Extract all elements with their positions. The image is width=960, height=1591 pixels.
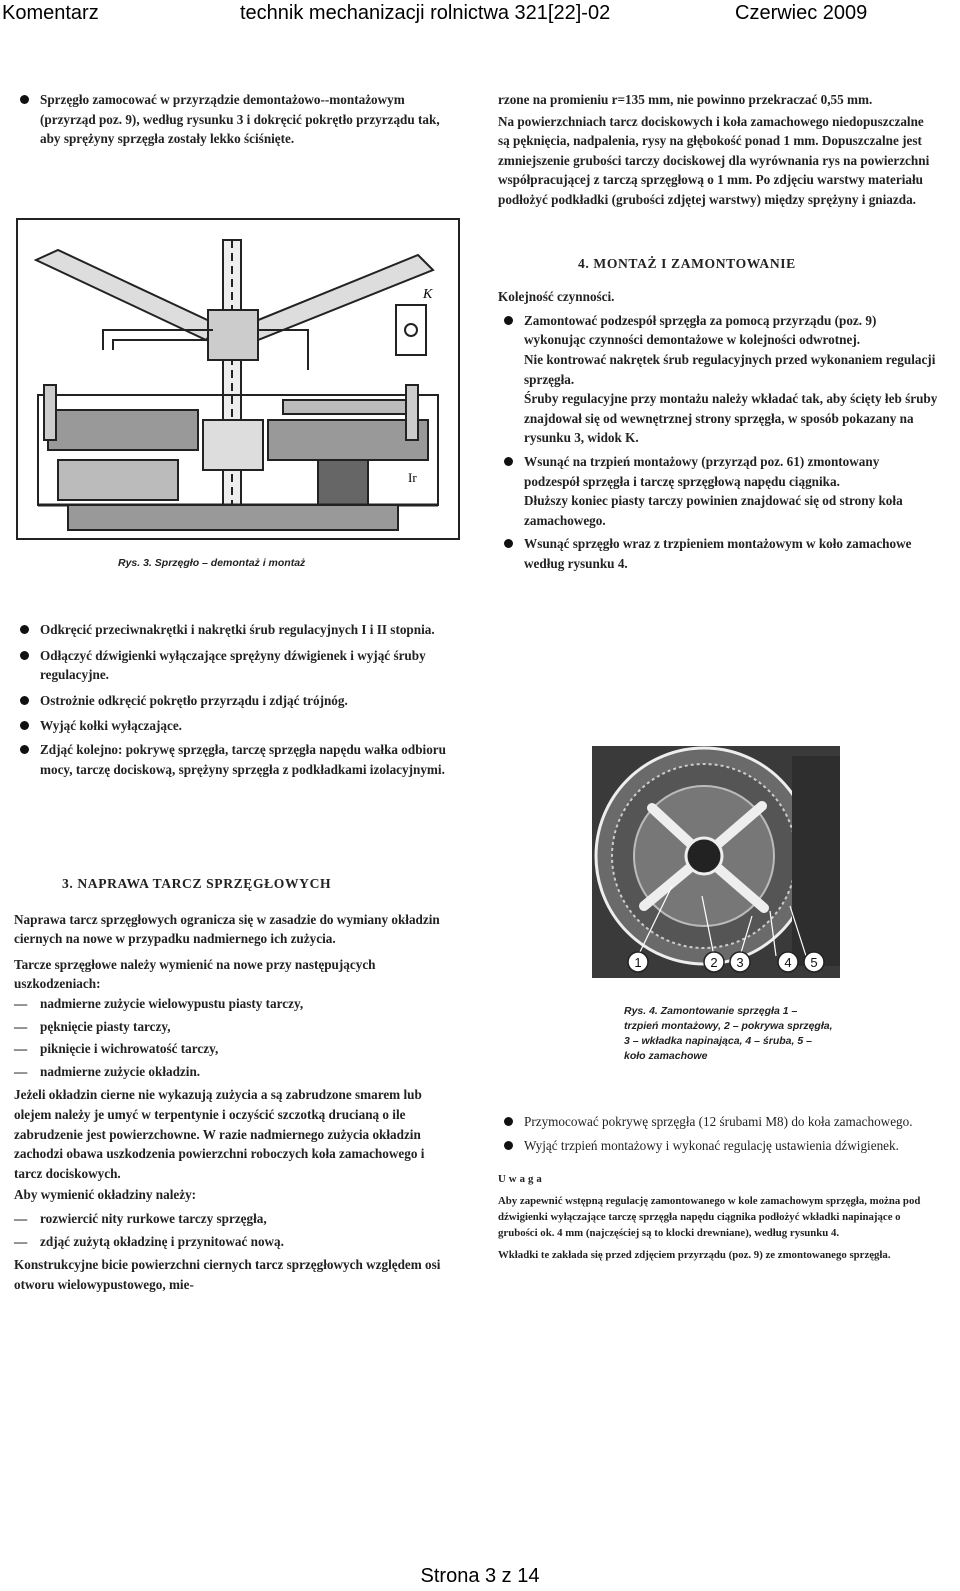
bullet-item: [14, 90, 454, 149]
page-number: Strona 3 z 14: [420, 1565, 540, 1587]
bullet-item: [498, 534, 938, 573]
dash-glyph: —: [14, 1063, 28, 1079]
bullet-dot-icon: [20, 625, 29, 634]
bullet-text: Zamontować podzespół sprzęgła za pomocą przyrządu (poz. 9) wykonując czynności demontażowe w kolejności odwrotnej.: [524, 312, 877, 348]
paragraph: Kolejność czynności.: [498, 289, 615, 305]
right-column-top: [498, 90, 938, 573]
bullet-item: [498, 452, 938, 491]
bullet-dot-icon: [20, 745, 29, 754]
bullet-text: Odłączyć dźwigienki wyłączające sprężyny dźwigienek i wyjąć śruby regulacyjne.: [40, 647, 426, 683]
figure-label-k: K: [423, 287, 433, 302]
note-paragraph: Wkładki te zakłada się przed zdjęciem przyrządu (poz. 9) ze zmontowanego sprzęgła.: [498, 1249, 891, 1262]
bullet-dot-icon: [504, 1141, 513, 1150]
dash-item: [14, 994, 454, 1014]
dash-text: piknięcie i wichrowatość tarczy,: [40, 1041, 219, 1057]
section-3: [14, 874, 454, 1294]
paragraph: Jeżeli okładzin cierne nie wykazują zużycia a są zabrudzone smarem lub olejem należy je umyć w terpentynie i oczyścić szczotką drucianą o ile zabrudzenie jest powierzchowne. W razie nadmiernego zużycia okładzin zachodzi obawa uszkodzenia powierzchni roboczych koła zamachowego i tarcz dociskowych.: [14, 1087, 425, 1181]
figure-4-callout-2: 2: [710, 955, 718, 970]
paragraph: Naprawa tarcz sprzęgłowych ogranicza się w zasadzie do wymiany okładzin ciernych na nowe w przypadku nadmiernego ich zużycia.: [14, 911, 440, 947]
figure-4-callout-3: 3: [736, 955, 744, 970]
bullet-dot-icon: [504, 316, 513, 325]
bullet-dot-icon: [20, 721, 29, 730]
bullet-dot-icon: [504, 539, 513, 548]
dash-glyph: —: [14, 995, 28, 1011]
bullet-dot-icon: [20, 696, 29, 705]
dash-text: pęknięcie piasty tarczy,: [40, 1018, 171, 1034]
dash-item: [14, 1232, 454, 1252]
bullet-dot-icon: [20, 95, 29, 104]
figure-label-ir: Ir: [408, 470, 417, 485]
header-left: Komentarz: [2, 2, 99, 24]
bullet-item: [14, 691, 454, 711]
bullet-dot-icon: [20, 651, 29, 660]
figure-4-callout-4: 4: [784, 955, 792, 970]
paragraph: Tarcze sprzęgłowe należy wymienić na nowe przy następujących uszkodzeniach:: [14, 956, 376, 992]
paragraph: Na powierzchniach tarcz dociskowych i koła zamachowego niedopuszczalne są pęknięcia, nadpalenia, rysy na głębokość ponad 1 mm. Dopuszczalne jest zmniejszenie grubości tarczy dociskowej dla wyrównania rys na powierzchni współpracującej z tarczą sprzęgłową o 1 mm. Po zdjęciu warstwy materiału podłożyć podkładki (grubości zdjętej warstwy) między sprężyny i gniazda.: [498, 113, 930, 207]
dash-text: rozwiercić nity rurkowe tarczy sprzęgła,: [40, 1210, 267, 1226]
page-header: [0, 0, 960, 28]
bullet-item: [14, 646, 454, 685]
clutch-assembly-photo: [592, 746, 840, 978]
figure-4-photo: [592, 746, 840, 978]
bullet-item: [498, 311, 938, 350]
dash-glyph: —: [14, 1018, 28, 1034]
figure-3-drawing: [16, 218, 460, 540]
paragraph: Aby wymienić okładziny należy:: [14, 1187, 197, 1203]
bullet-text: Zdjąć kolejno: pokrywę sprzęgła, tarczę sprzęgła napędu wałka odbioru mocy, tarczę dociskową, sprężyny sprzęgła z podkładkami izolacyjnymi.: [40, 741, 446, 777]
bullet-dot-icon: [504, 1117, 513, 1126]
dash-text: nadmierne zużycie okładzin.: [40, 1063, 201, 1079]
figure-4-callout-1: 1: [634, 955, 642, 970]
bullet-text: Wsunąć sprzęgło wraz z trzpieniem montażowym w koło zamachowe według rysunku 4.: [524, 536, 912, 571]
figure-3-caption: Rys. 3. Sprzęgło – demontaż i montaż: [118, 557, 306, 569]
bullet-text: Odkręcić przeciwnakrętki i nakrętki śrub regulacyjnych I i II stopnia.: [40, 622, 435, 637]
figure-4-caption: Rys. 4. Zamontowanie sprzęgła 1 – trzpień montażowy, 2 – pokrywa sprzęgła, 3 – wkładka napinająca, 4 – śruba, 5 – koło zamachowe: [624, 1005, 833, 1062]
bullet-text: Przymocować pokrywę sprzęgła (12 śrubami M8) do koła zamachowego.: [524, 1114, 913, 1129]
bullet-text: Ostrożnie odkręcić pokrętło przyrządu i zdjąć trójnóg.: [40, 692, 348, 708]
left-column-top: [14, 90, 454, 149]
dash-item: [14, 1039, 454, 1059]
dash-item: [14, 1209, 454, 1229]
dash-text: zdjąć zużytą okładzinę i przynitować nową.: [40, 1233, 284, 1249]
bullet-item: [498, 1112, 938, 1132]
bullet-dot-icon: [504, 457, 513, 466]
paragraph: Nie kontrować nakrętek śrub regulacyjnych przed wykonaniem regulacji sprzęgła.: [524, 351, 936, 387]
dash-glyph: —: [14, 1041, 28, 1057]
bullet-text: Wyjąć trzpień montażowy i wykonać regulację ustawienia dźwigienek.: [524, 1137, 899, 1153]
section-3-title: 3. NAPRAWA TARCZ SPRZĘGŁOWYCH: [62, 876, 332, 891]
left-column-bullets: [14, 620, 454, 779]
bullet-text: Wsunąć na trzpień montażowy (przyrząd poz. 61) zmontowany podzespół sprzęgła i tarczę sprzęgłową napędu ciągnika.: [524, 453, 880, 489]
section-4-title: 4. MONTAŻ I ZAMONTOWANIE: [578, 255, 796, 271]
paragraph: Konstrukcyjne bicie powierzchni ciernych tarcz sprzęgłowych względem osi otworu wielowypustowego, mie-: [14, 1257, 441, 1292]
header-right: Czerwiec 2009: [735, 2, 868, 24]
dash-item: [14, 1017, 454, 1037]
paragraph: Dłuższy koniec piasty tarczy powinien znajdować się od strony koła zamachowego.: [524, 493, 903, 528]
bullet-item: [14, 716, 454, 736]
bullet-item: [14, 620, 454, 640]
bullet-item: [498, 1136, 938, 1156]
paragraph: Śruby regulacyjne przy montażu należy wkładać tak, aby ścięty łeb śruby znajdował się od wewnętrznej strony sprzęgła, w sposób pokazany na rysunku 3, widok K.: [524, 391, 938, 446]
header-center: technik mechanizacji rolnictwa 321[22]-02: [240, 2, 611, 24]
note-paragraph: Aby zapewnić wstępną regulację zamontowanego w kole zamachowym sprzęgła, można pod dźwigienki wyłączające tarczę sprzęgła napędu ciągnika podłożyć wkładki napinające o grubości ok. 4 mm (najczęściej są to klocki drewniane), według rysunku 4.: [498, 1195, 921, 1240]
figure-4-callout-5: 5: [810, 955, 818, 970]
dash-glyph: —: [14, 1233, 28, 1249]
paragraph: rzone na promieniu r=135 mm, nie powinno przekraczać 0,55 mm.: [498, 92, 873, 107]
bullet-item: [14, 740, 454, 779]
clutch-fixture-illustration: [18, 220, 458, 538]
bullet-text: Sprzęgło zamocować w przyrządzie demontażowo--montażowym (przyrząd poz. 9), według rysunku 3 i dokręcić pokrętło przyrządu tak, aby sprężyny sprzęgła zostały lekko ściśnięte.: [40, 92, 440, 147]
note-heading: Uwaga: [498, 1173, 545, 1186]
dash-item: [14, 1062, 454, 1082]
dash-text: nadmierne zużycie wielowypustu piasty tarczy,: [40, 995, 304, 1011]
bullet-text: Wyjąć kołki wyłączające.: [40, 718, 182, 734]
right-column-bottom: [498, 1112, 938, 1263]
dash-glyph: —: [14, 1210, 28, 1226]
